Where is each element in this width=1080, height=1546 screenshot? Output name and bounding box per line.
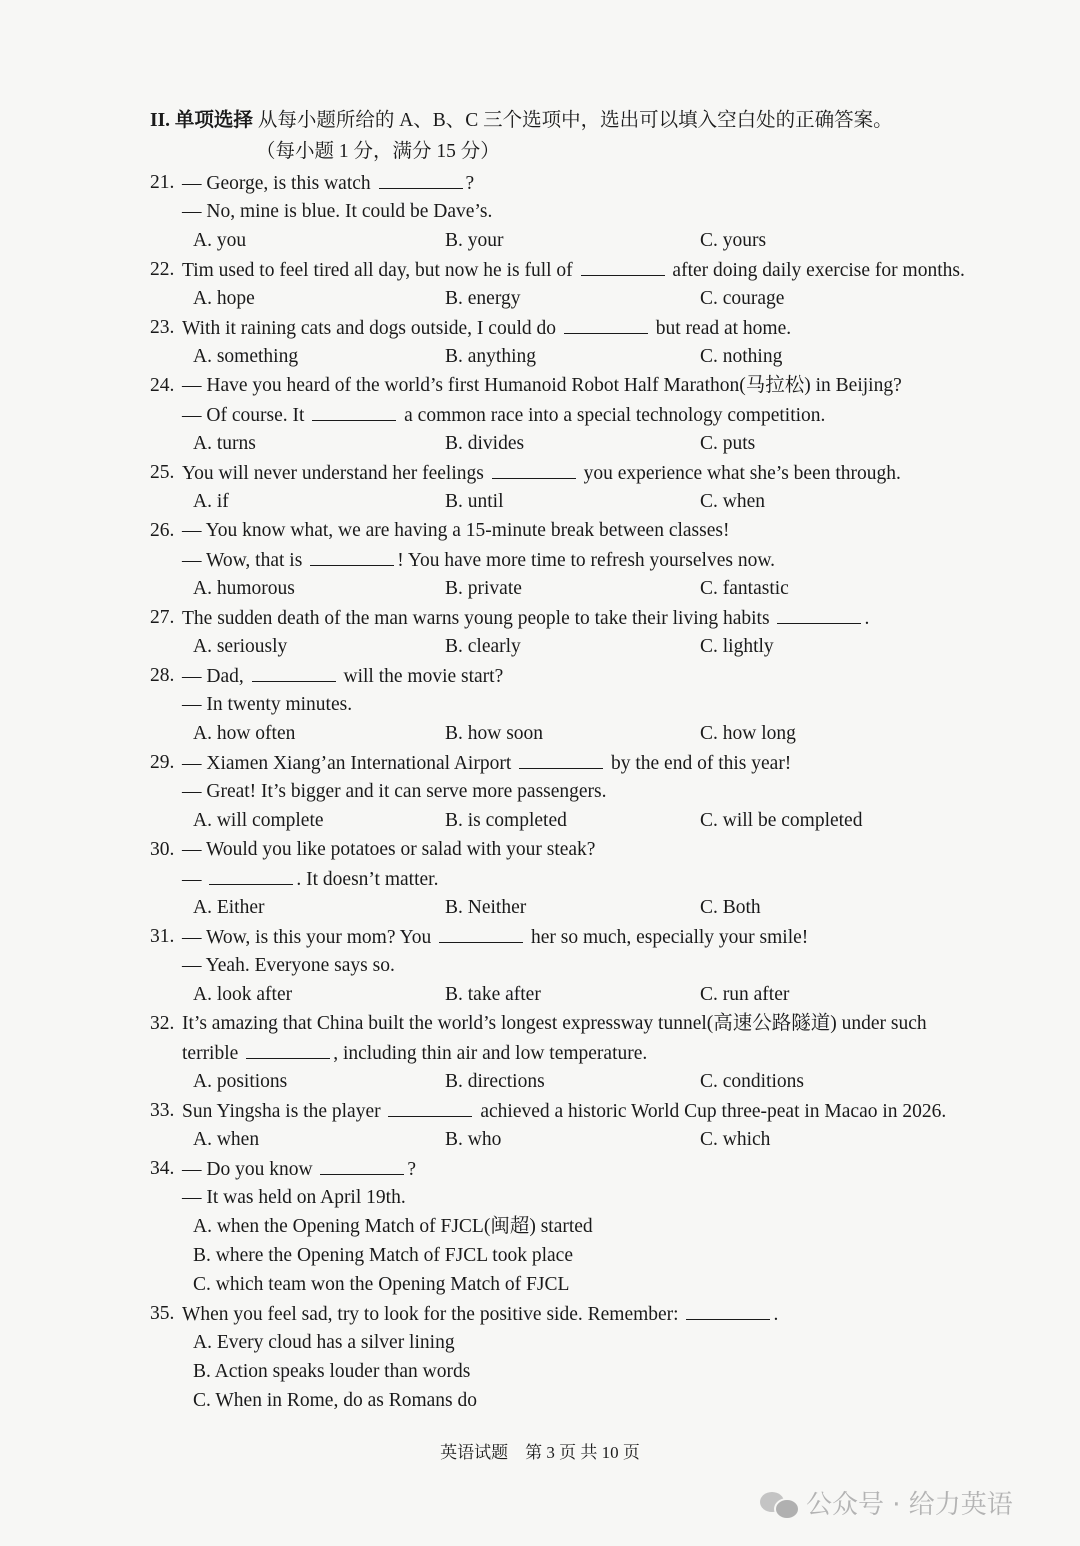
answer-option: C. yours [700,230,767,251]
answer-option: C. courage [700,288,785,309]
question-number: 34. [150,1158,175,1179]
question-text [182,837,595,863]
question-text-segment: . It doesn’t matter. [296,869,439,890]
answer-option: B. until [445,491,504,512]
question-text [182,1185,406,1211]
question-number: 31. [150,926,175,947]
answer-option: B. private [445,578,522,599]
question-text [182,692,352,718]
page-footer: 英语试题 第 3 页 共 10 页 [440,1443,640,1462]
question-text [182,518,729,544]
answer-option: B. Neither [445,897,527,918]
answer-option: A. something [193,346,299,367]
answer-option: A. how often [193,723,296,744]
question-text-segment: ! You have more time to refresh yourselves now. [397,550,776,571]
question-text [182,1040,647,1067]
answer-option: C. run after [700,984,790,1005]
answer-option: B. who [445,1129,502,1150]
question-text [182,257,965,284]
answer-blank [492,460,576,479]
answer-blank [686,1301,770,1320]
question-text [182,866,438,893]
answer-option: A. when [193,1129,260,1150]
question-number: 32. [150,1013,175,1034]
answer-blank [777,605,861,624]
question-text [182,605,869,632]
question-text-segment: It’s amazing that China built the world’s longest expressway tunnel(高速公路隧道) under such [182,1013,927,1034]
question-text-segment: — Dad, [182,666,249,687]
answer-blank [519,750,603,769]
question-number: 24. [150,375,175,396]
answer-option: A. when the Opening Match of FJCL(闽超) started [193,1216,593,1237]
question-text-segment: — It was held on April 19th. [182,1187,406,1208]
question-text-segment: achieved a historic World Cup three-peat in Macao in 2026. [475,1101,947,1122]
question-text-segment: Tim used to feel tired all day, but now he is full of [182,260,578,281]
answer-option: B. directions [445,1071,545,1092]
question-text [182,373,902,399]
section-subtitle: （每小题 1 分，满分 15 分） [256,141,500,162]
question-text-segment: after doing daily exercise for months. [667,260,965,281]
question-number: 23. [150,317,175,338]
question-text-segment: terrible [182,1043,244,1064]
question-text-segment: — [182,869,207,890]
answer-option: B. anything [445,346,536,367]
question-text [182,402,825,429]
question-text [182,170,474,197]
question-text-segment: — Yeah. Everyone says so. [182,955,395,976]
question-text-segment: . [773,1304,779,1325]
question-number: 35. [150,1303,175,1324]
question-text-segment: The sudden death of the man warns young people to take their living habits [182,608,775,629]
question-number: 21. [150,172,175,193]
answer-blank [209,866,293,885]
question-text-segment: — No, mine is blue. It could be Dave’s. [182,201,493,222]
question-text-segment: — Do you know [182,1159,318,1180]
question-number: 33. [150,1100,175,1121]
answer-option: A. if [193,491,229,512]
answer-option: C. when [700,491,765,512]
section-title [150,108,893,134]
answer-option: C. which [700,1129,771,1150]
answer-option: C. nothing [700,346,783,367]
answer-option: C. how long [700,723,796,744]
answer-blank [581,257,665,276]
watermark-text: 公众号 · 给力英语 [806,1490,1013,1520]
question-text [182,315,791,342]
question-text-segment: — Great! It’s bigger and it can serve more passengers. [182,781,607,802]
question-text [182,924,808,951]
question-number: 27. [150,607,175,628]
question-text [182,750,791,777]
question-text-segment: you experience what she’s been through. [578,463,901,484]
question-text-segment: — Wow, that is [182,550,308,571]
question-text-segment: You will never understand her feelings [182,463,489,484]
answer-option: B. your [445,230,504,251]
answer-option: B. where the Opening Match of FJCL took place [193,1245,573,1266]
answer-option: C. will be completed [700,810,863,831]
answer-blank [246,1040,330,1059]
question-text-segment: Sun Yingsha is the player [182,1101,386,1122]
question-text-segment: — George, is this watch [182,173,376,194]
question-text-segment: but read at home. [650,318,792,339]
question-text-segment: ? [407,1159,417,1180]
answer-option: A. humorous [193,578,295,599]
question-number: 30. [150,839,175,860]
answer-option: B. how soon [445,723,544,744]
answer-option: A. will complete [193,810,324,831]
question-text [182,1301,778,1328]
question-text-segment: With it raining cats and dogs outside, I could do [182,318,561,339]
answer-option: B. is completed [445,810,567,831]
question-text-segment: . [864,608,870,629]
answer-option: A. positions [193,1071,288,1092]
question-text [182,199,492,225]
question-text-segment: — In twenty minutes. [182,694,353,715]
answer-option: C. puts [700,433,756,454]
answer-option: A. turns [193,433,256,454]
question-text-segment: will the movie start? [338,666,504,687]
answer-option: B. Action speaks louder than words [193,1361,471,1382]
question-text-segment: — Wow, is this your mom? You [182,927,437,948]
answer-option: C. conditions [700,1071,805,1092]
answer-option: A. Every cloud has a silver lining [193,1332,455,1353]
answer-option: A. you [193,230,247,251]
question-text-segment: — Have you heard of the world’s first Humanoid Robot Half Marathon(马拉松) in Beijing? [182,375,902,396]
question-text [182,547,775,574]
wechat-icon [760,1488,798,1518]
question-text-segment: a common race into a special technology competition. [399,405,826,426]
answer-option: B. divides [445,433,525,454]
question-text-segment: — Of course. It [182,405,310,426]
question-text-segment: — Would you like potatoes or salad with your steak? [182,839,596,860]
question-text [182,1098,946,1125]
answer-option: A. seriously [193,636,288,657]
answer-option: C. which team won the Opening Match of FJCL [193,1274,570,1295]
question-text [182,663,503,690]
answer-option: C. Both [700,897,761,918]
answer-option: B. clearly [445,636,521,657]
answer-option: C. lightly [700,636,774,657]
answer-option: A. hope [193,288,255,309]
answer-option: C. When in Rome, do as Romans do [193,1390,477,1411]
answer-blank [252,663,336,682]
question-number: 22. [150,259,175,280]
question-text-segment: her so much, especially your smile! [526,927,809,948]
answer-option: A. look after [193,984,293,1005]
question-text-segment: When you feel sad, try to look for the positive side. Remember: [182,1304,684,1325]
question-number: 29. [150,752,175,773]
question-text [182,953,395,979]
answer-blank [564,315,648,334]
answer-option: B. take after [445,984,541,1005]
question-text-segment: ? [465,173,475,194]
question-text-segment: — You know what, we are having a 15-minute break between classes! [182,520,730,541]
question-text [182,779,607,805]
section-title-bold: II. 单项选择 [150,110,253,131]
question-number: 28. [150,665,175,686]
question-text-segment: — Xiamen Xiang’an International Airport [182,753,517,774]
answer-blank [310,547,394,566]
question-text-segment: , including thin air and low temperature. [333,1043,648,1064]
answer-blank [379,170,463,189]
answer-option: B. energy [445,288,521,309]
answer-option: C. fantastic [700,578,789,599]
question-text [182,460,901,487]
section-title-rest: 从每小题所给的 A、B、C 三个选项中，选出可以填入空白处的正确答案。 [252,110,893,131]
question-text-segment: by the end of this year! [606,753,792,774]
answer-blank [312,402,396,421]
answer-blank [388,1098,472,1117]
answer-blank [320,1156,404,1175]
watermark [760,1484,1013,1521]
question-text [182,1156,416,1183]
question-text [182,1011,927,1037]
question-number: 26. [150,520,175,541]
answer-option: A. Either [193,897,265,918]
answer-blank [439,924,523,943]
question-number: 25. [150,462,175,483]
